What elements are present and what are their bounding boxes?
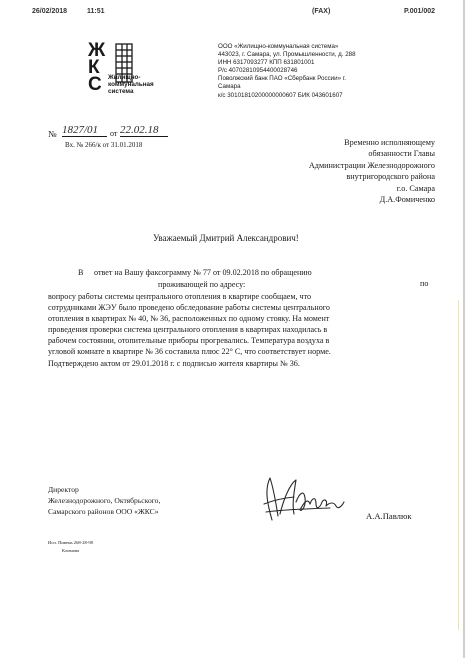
handwritten-signature xyxy=(250,472,345,527)
addressee-line2: обязанности Главы xyxy=(368,149,435,159)
signer-title-line2: Железнодорожного, Октябрьского, xyxy=(48,496,161,505)
company-line7: к/с 30101810200000000607 БИК 043601607 xyxy=(218,92,343,99)
salutation: Уважаемый Дмитрий Александрович! xyxy=(153,233,299,243)
fax-time: 11:51 xyxy=(87,8,105,15)
body-line1-b: ответ на Вашу факсограмму № 77 от 09.02.2018 по обращению xyxy=(94,268,312,277)
signer-name: А.А.Павлюк xyxy=(366,511,412,521)
addressee-line4: внутригородского района xyxy=(346,172,435,182)
body-line8: угловой комнате в квартире № 36 составила плюс 22° С, что соответствует норме. xyxy=(48,347,331,356)
signer-title-line1: Директор xyxy=(48,485,79,494)
body-line7: рабочем состоянии, отопительные приборы прогревались. Температура воздуха в xyxy=(48,336,330,345)
company-line3: ИНН 6317093277 КПП 631801001 xyxy=(218,59,315,66)
body-line2: проживающей по адресу: xyxy=(158,280,246,289)
body-line1-a: В xyxy=(78,268,84,277)
logo-name-line1: Жилищно- xyxy=(108,74,141,81)
fax-label: (FAX) xyxy=(312,8,331,15)
company-line1: ООО «Жилищно-коммунальная система» xyxy=(218,43,339,50)
out-number: 1827/01 xyxy=(62,124,107,137)
body-line3: вопросу работы системы центрального отопления в квартире сообщаем, что xyxy=(48,292,312,301)
scan-stripe xyxy=(458,300,459,630)
body-line9: Подтверждено актом от 29.01.2018 г. с подписью жителя квартиры № 36. xyxy=(48,359,300,368)
body-line4: сотрудниками ЖЭУ было проведено обследование работы системы центрального xyxy=(48,303,330,312)
body-line1-c: по xyxy=(420,279,429,288)
out-number-prefix: № xyxy=(48,129,57,139)
executor-line2: Климова xyxy=(62,548,80,553)
body-line5: отопления в квартирах № 40, № 36, расположенных по одному стояку. На момент xyxy=(48,314,330,323)
logo-name-line3: система xyxy=(108,88,134,95)
logo-name-line2: коммунальная xyxy=(108,81,154,88)
company-line2: 443023, г. Самара, ул. Промышленности, д. 288 xyxy=(218,51,356,58)
company-line4: Р/с 40702810954400028746 xyxy=(218,67,298,74)
company-line6: Самара xyxy=(218,83,241,90)
addressee-line5: г.о. Самара xyxy=(396,183,435,193)
executor-line1: Исп. Пивень 268-28-98 xyxy=(48,540,93,545)
addressee-block xyxy=(309,137,435,205)
body-line6: проведения проверки система центрального отопления в квартирах находилась в xyxy=(48,325,328,334)
addressee-line1: Временно исполняющему xyxy=(344,138,435,147)
fax-date: 26/02/2018 xyxy=(32,8,68,15)
signer-title-line3: Самарского районов ООО «ЖКС» xyxy=(48,507,159,516)
addressee-line6: Д.А.Фомиченко xyxy=(379,195,435,205)
company-line5: Поволжский банк ПАО «Сбербанк России» г. xyxy=(218,75,346,82)
out-from: от xyxy=(110,129,118,138)
out-date: 22.02.18 xyxy=(120,124,168,137)
fax-page: P.001/002 xyxy=(404,8,436,15)
logo-letters: ЖКС xyxy=(88,40,105,95)
addressee-line3: Администрации Железнодорожного xyxy=(308,160,435,170)
incoming-number: Вх. № 266/к от 31.01.2018 xyxy=(65,141,143,149)
